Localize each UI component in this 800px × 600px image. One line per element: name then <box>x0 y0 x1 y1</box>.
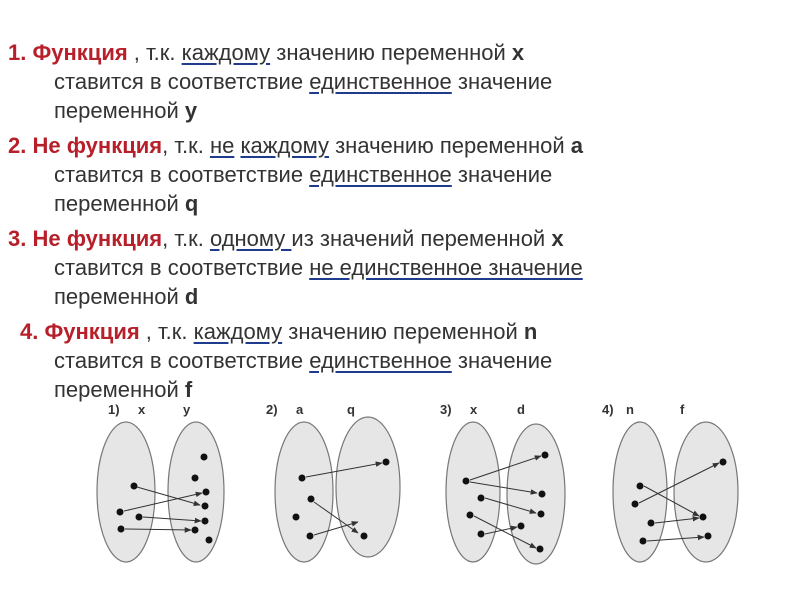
point <box>192 527 199 534</box>
item-variable: d <box>184 284 199 309</box>
item-1 <box>0 38 800 125</box>
item-1-line-1 <box>0 38 800 67</box>
item-text: , т.к. <box>127 40 182 65</box>
left-set-ellipse <box>275 422 333 562</box>
item-underlined-word: каждому <box>240 133 329 158</box>
point <box>542 452 549 459</box>
point <box>463 478 470 485</box>
item-underlined-word: не единственное значение <box>309 255 583 280</box>
item-text: значению переменной <box>328 133 571 158</box>
point <box>640 538 647 545</box>
point <box>202 518 209 525</box>
point <box>308 496 315 503</box>
left-set-ellipse <box>446 422 500 562</box>
point <box>518 523 525 530</box>
item-4-line-2 <box>0 346 800 375</box>
diagram-4 <box>602 402 738 562</box>
item-3 <box>0 224 800 311</box>
item-variable: n <box>523 319 538 344</box>
diagram-2 <box>266 402 400 562</box>
left-set-ellipse <box>97 422 155 562</box>
item-variable: f <box>184 377 193 402</box>
item-text: переменной <box>54 98 185 123</box>
item-text: значение <box>451 162 553 187</box>
item-keyword: Функция <box>44 319 140 344</box>
point <box>307 533 314 540</box>
item-2-line-1 <box>0 131 800 160</box>
item-variable: a <box>570 133 583 158</box>
point <box>478 531 485 538</box>
item-number: 4. <box>20 319 39 344</box>
point <box>293 514 300 521</box>
point <box>131 483 138 490</box>
item-keyword: Не функция <box>32 226 163 251</box>
point <box>632 501 639 508</box>
right-set-label: q <box>347 402 355 417</box>
point <box>539 491 546 498</box>
point <box>202 503 209 510</box>
item-number: 3. <box>8 226 27 251</box>
item-variable: y <box>184 98 198 123</box>
left-set-label: x <box>470 402 478 417</box>
point <box>637 483 644 490</box>
mapping-diagrams <box>0 398 800 600</box>
item-text: , т.к. <box>139 319 194 344</box>
diagram-number: 3) <box>440 402 452 417</box>
diagram-number: 1) <box>108 402 120 417</box>
item-3-line-3 <box>0 282 800 311</box>
point <box>383 459 390 466</box>
right-set-ellipse <box>336 417 400 557</box>
item-underlined-word: единственное <box>309 162 452 187</box>
item-text: ставится в соответствие <box>54 255 310 280</box>
item-variable: x <box>551 226 564 251</box>
item-underlined-word: не <box>209 133 235 158</box>
point <box>299 475 306 482</box>
item-keyword: Не функция <box>32 133 163 158</box>
item-2 <box>0 131 800 218</box>
item-text: , т.к. <box>162 133 210 158</box>
item-underlined-word: одному <box>209 226 292 251</box>
point <box>136 514 143 521</box>
left-set-label: n <box>626 402 634 417</box>
point <box>192 475 199 482</box>
item-variable: q <box>184 191 199 216</box>
item-text: значению переменной <box>270 40 512 65</box>
right-set-ellipse <box>507 424 565 564</box>
item-1-line-2 <box>0 67 800 96</box>
point <box>118 526 125 533</box>
point <box>705 533 712 540</box>
item-number: 2. <box>8 133 27 158</box>
item-underlined-word: единственное <box>309 348 452 373</box>
item-text: ставится в соответствие <box>54 162 310 187</box>
item-2-line-2 <box>0 160 800 189</box>
left-set-label: a <box>296 402 304 417</box>
item-text: значению переменной <box>282 319 524 344</box>
diagrams-svg <box>0 398 800 600</box>
point <box>206 537 213 544</box>
point <box>537 546 544 553</box>
item-2-line-3 <box>0 189 800 218</box>
point <box>538 511 545 518</box>
item-underlined-word: каждому <box>193 319 283 344</box>
right-set-label: f <box>680 402 685 417</box>
point <box>203 489 210 496</box>
point <box>720 459 727 466</box>
diagram-number: 2) <box>266 402 278 417</box>
point <box>467 512 474 519</box>
point <box>648 520 655 527</box>
items-list <box>0 38 800 410</box>
item-text: , т.к. <box>162 226 210 251</box>
point <box>478 495 485 502</box>
diagram-1 <box>97 402 224 562</box>
item-4 <box>0 317 800 404</box>
item-text: переменной <box>54 284 185 309</box>
point <box>361 533 368 540</box>
item-text: ставится в соответствие <box>54 69 310 94</box>
right-set-ellipse <box>168 422 224 562</box>
item-text: значение <box>451 69 553 94</box>
item-text: переменной <box>54 191 185 216</box>
diagram-3 <box>440 402 565 564</box>
right-set-ellipse <box>674 422 738 562</box>
item-1-line-3 <box>0 96 800 125</box>
item-4-line-1 <box>0 317 800 346</box>
item-underlined-word: каждому <box>181 40 271 65</box>
right-set-label: d <box>517 402 525 417</box>
item-variable: x <box>511 40 525 65</box>
left-set-label: x <box>138 402 146 417</box>
item-text: переменной <box>54 377 185 402</box>
point <box>117 509 124 516</box>
item-text: значение <box>451 348 553 373</box>
item-3-line-2 <box>0 253 800 282</box>
diagram-number: 4) <box>602 402 614 417</box>
right-set-label: y <box>183 402 191 417</box>
point <box>201 454 208 461</box>
item-number: 1. <box>8 40 27 65</box>
item-3-line-1 <box>0 224 800 253</box>
item-underlined-word: единственное <box>309 69 452 94</box>
point <box>700 514 707 521</box>
item-text: из значений переменной <box>291 226 552 251</box>
item-text: ставится в соответствие <box>54 348 310 373</box>
item-keyword: Функция <box>32 40 128 65</box>
